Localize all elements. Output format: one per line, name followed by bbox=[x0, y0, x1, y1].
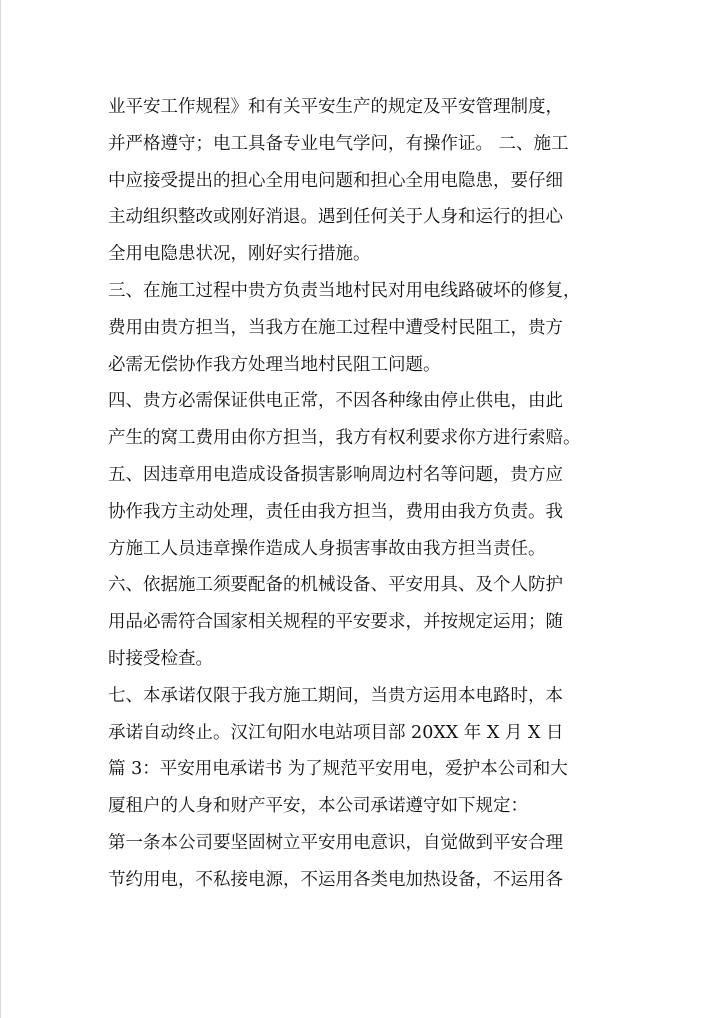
text-line: 时接受检查。 bbox=[108, 648, 213, 669]
text-line: 费用由贵方担当，当我方在施工过程中遭受村民阻工，贵方 bbox=[108, 317, 563, 338]
text-line: 厦租户的人身和财产平安，本公司承诺遵守如下规定： bbox=[108, 796, 528, 817]
document-body bbox=[108, 89, 628, 899]
text-line: 第一条本公司要坚固树立平安用电意识，自觉做到平安合理 bbox=[108, 832, 563, 853]
text-line: 三、在施工过程中贵方负责当地村民对用电线路破坏的修复， bbox=[108, 280, 581, 301]
text-line: 协作我方主动处理，责任由我方担当，费用由我方负责。我 bbox=[108, 501, 563, 522]
text-line: 篇 3：平安用电承诺书 为了规范平安用电，爱护本公司和大 bbox=[108, 759, 568, 780]
text-line: 节约用电，不私接电源，不运用各类电加热设备，不运用各 bbox=[108, 869, 563, 890]
text-line: 必需无偿协作我方处理当地村民阻工问题。 bbox=[108, 354, 441, 375]
text-line: 产生的窝工费用由你方担当，我方有权利要求你方进行索赔。 bbox=[108, 428, 581, 449]
text-line: 方施工人员违章操作造成人身损害事故由我方担当责任。 bbox=[108, 538, 546, 559]
text-line: 并严格遵守；电工具备专业电气学问，有操作证。 二、施工 bbox=[108, 133, 569, 154]
text-line: 七、本承诺仅限于我方施工期间，当贵方运用本电路时，本 bbox=[108, 685, 563, 706]
text-line: 四、贵方必需保证供电正常，不因各种缘由停止供电，由此 bbox=[108, 391, 563, 412]
text-line: 全用电隐患状况，刚好实行措施。 bbox=[108, 244, 371, 265]
text-line: 六、依据施工须要配备的机械设备、平安用具、及个人防护 bbox=[108, 575, 563, 596]
text-line: 用品必需符合国家相关规程的平安要求，并按规定运用；随 bbox=[108, 612, 563, 633]
text-line: 业平安工作规程》和有关平安生产的规定及平安管理制度， bbox=[108, 97, 563, 117]
text-line: 主动组织整改或刚好消退。遇到任何关于人身和运行的担心 bbox=[108, 207, 563, 228]
text-line: 承诺自动终止。汉江旬阳水电站项目部 20XX 年 X 月 X 日 bbox=[108, 722, 564, 743]
text-line: 中应接受提出的担心全用电问题和担心全用电隐患，要仔细 bbox=[108, 170, 563, 191]
text-line: 五、因违章用电造成设备损害影响周边村名等问题，贵方应 bbox=[108, 464, 563, 485]
